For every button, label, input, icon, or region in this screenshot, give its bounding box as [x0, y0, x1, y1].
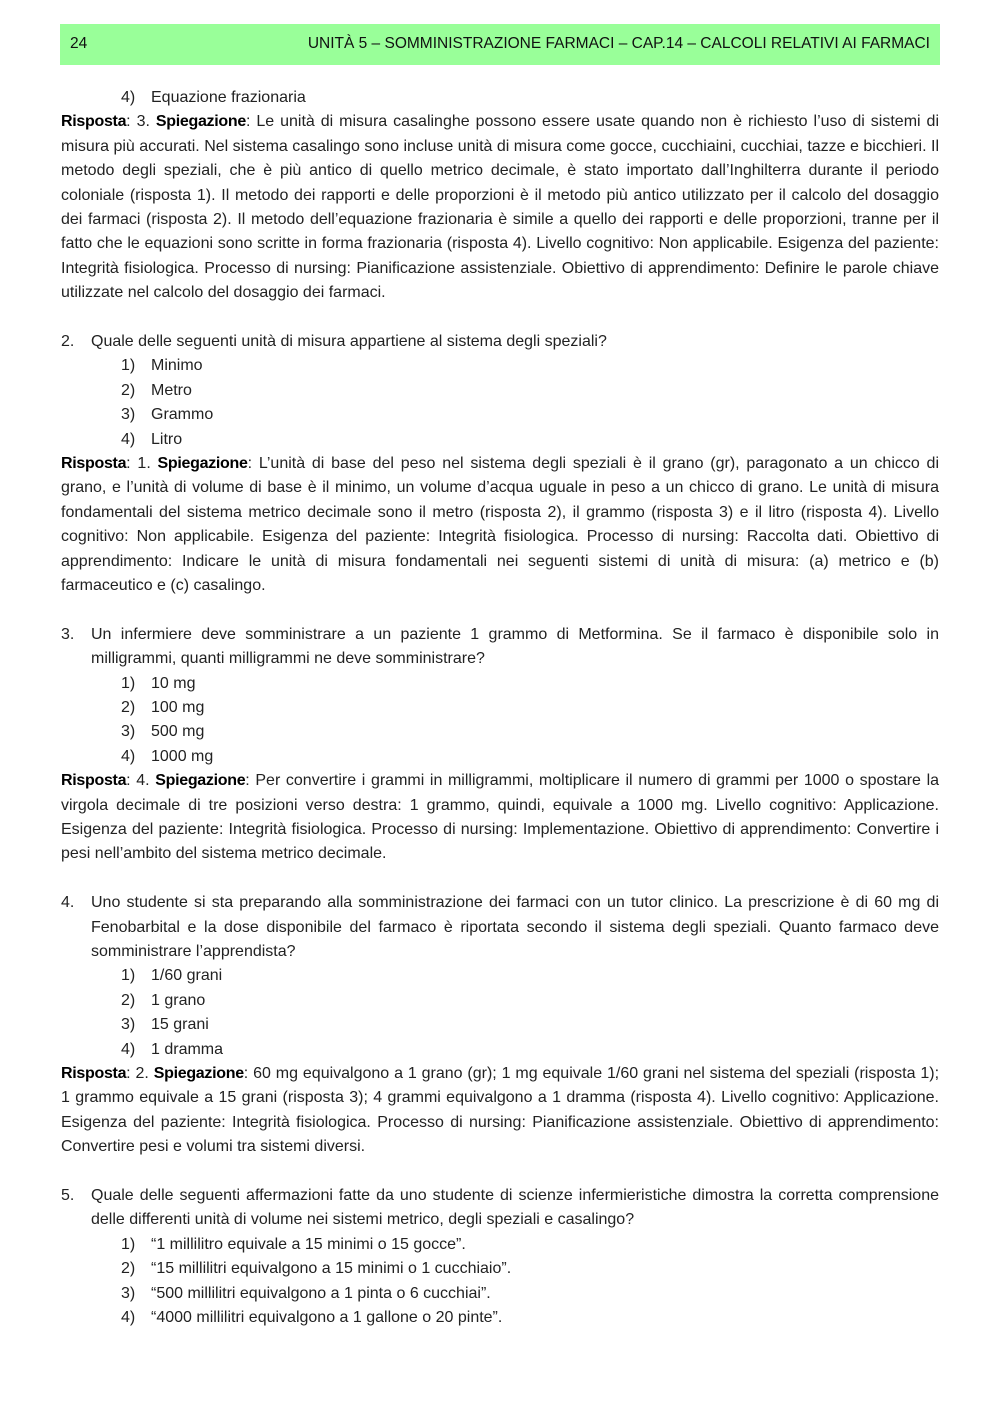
option-number: 1): [121, 674, 136, 692]
option-item: [121, 354, 939, 378]
answer-value: 4: [136, 772, 146, 790]
option-item: [121, 720, 939, 744]
question-number: 4.: [61, 894, 75, 912]
option-number: 4): [121, 747, 136, 765]
answer-label: Risposta: [61, 455, 127, 472]
option-item: [121, 1038, 939, 1062]
explanation-label: Spiegazione: [155, 772, 246, 790]
option-number: 2): [121, 1260, 136, 1278]
explanation-text: 60 mg equivalgono a 1 grano (gr); 1 mg equivale 1/60 grani nel sistema del speziali (risposta 1); 1 grammo equivale a 15 grani (risposta 3); 4 grammi equivalgono a 1 dramma (risposta 4). Livello cognitivo: Applicazione. Esigenza del paziente: Integrità fisiologica. Processo di nursing: Pianificazione assistenziale. Obiettivo di apprendimento: Convertire pesi e volumi tra sistemi diversi.: [61, 1065, 940, 1156]
option-item: [121, 1282, 939, 1306]
explanation-label: Spiegazione: [157, 455, 248, 472]
option-text: Litro: [151, 430, 183, 448]
option-number: 4): [121, 1309, 136, 1326]
option-number: 2): [121, 991, 136, 1009]
option-number: 4): [121, 89, 136, 106]
option-text: “4000 millilitri equivalgono a 1 gallone o 20 pinte”.: [151, 1309, 503, 1326]
question: [61, 330, 939, 354]
option-number: 4): [121, 430, 136, 448]
option-text: “15 millilitri equivalgono a 15 minimi o 1 cucchiaio”.: [151, 1260, 512, 1278]
explanation-text: Per convertire i grammi in milligrammi, moltiplicare il numero di grammi per 1000 o spostare la virgola decimale di tre posizioni verso destra: 1 grammo, quindi, equivale a 1000 mg. Livello cognitivo: Applicazione. Esigenza del paziente: Integrità fisiologica. Processo di nursing: Implementazione. Obiettivo di apprendimento: Convertire i pesi nell’ambito del sistema metrico decimale.: [61, 772, 940, 863]
question-text: Uno studente si sta preparando alla somministrazione dei farmaci con un tutor clinico. La prescrizione è di 60 mg di Fenobarbital e la dose disponibile del farmaco è riportata secondo il sistema degli speziali. Quanto farmaco deve somministrare l’apprendista?: [91, 894, 939, 961]
explanation-label: Spiegazione: [155, 113, 246, 131]
question: [61, 623, 939, 672]
option-item: [121, 1233, 939, 1257]
answer-block: Risposta: 2. Spiegazione: 60 mg equivalgono a 1 grano (gr); 1 mg equivale 1/60 grani nel sistema del speziali (risposta 1); 1 grammo equivale a 15 grani (risposta 3); 4 grammi equivalgono a 1 dramma (risposta 4). Livello cognitivo: Applicazione. Esigenza del paziente: Integrità fisiologica. Processo di nursing: Pianificazione assistenziale. Obiettivo di apprendimento: Convertire pesi e volumi tra sistemi diversi.: [61, 1065, 940, 1156]
option-number: 3): [121, 406, 136, 424]
question-number: 5.: [61, 1187, 75, 1205]
option-number: 3): [121, 1016, 136, 1034]
question-text: Quale delle seguenti affermazioni fatte da uno studente di scienze infermieristiche dimostra la corretta comprensione delle differenti unità di volume nei sistemi metrico, degli speziali e casalingo?: [91, 1187, 939, 1229]
option-text: 15 grani: [151, 1016, 209, 1034]
option-number: 3): [121, 1284, 136, 1302]
page-content: [61, 86, 939, 1330]
option-number: 2): [121, 699, 136, 717]
option-text: 1 dramma: [151, 1040, 224, 1058]
option-item: [121, 696, 939, 720]
option-text: 1000 mg: [151, 747, 214, 765]
answer-block: Risposta: 3. Spiegazione: Le unità di misura casalinghe possono essere usate quando non è richiesto l’uso di sistemi di misura più accurati. Nel sistema casalingo sono incluse unità di misura come gocce, cucchiaini, cucchiai, tazze e bicchieri. Il metodo degli speziali, che è più antico di quello metrico decimale, è stato importato dall’Inghilterra durante il periodo coloniale (risposta 1). Il metodo dei rapporti e delle proporzioni è il metodo più antico utilizzato per il calcolo del dosaggio dei farmaci (risposta 2). Il metodo dell’equazione frazionaria è simile a quello dei rapporti e delle proporzioni, tranne per il fatto che le equazioni sono scritte in forma frazionaria (risposta 4). Livello cognitivo: Non applicabile. Esigenza del paziente: Integrità fisiologica. Processo di nursing: Pianificazione assistenziale. Obiettivo di apprendimento: Definire le parole chiave utilizzate nel calcolo del dosaggio dei farmaci.: [61, 113, 939, 302]
option-number: 1): [121, 357, 136, 375]
answer-value: 2: [135, 1065, 145, 1082]
question-number: 3.: [61, 625, 75, 643]
option-item: [121, 428, 939, 452]
question-number: 2.: [61, 333, 75, 351]
explanation-text: L’unità di base del peso nel sistema degli speziali è il grano (gr), paragonato a un chicco di grano, e l’unità di volume di base è il minimo, un volume d’acqua uguale in peso a un chicco di grano. Le unità di misura fondamentali del sistema metrico decimale sono il metro (risposta 2), il grammo (risposta 3) e il litro (risposta 4). Livello cognitivo: Non applicabile. Esigenza del paziente: Integrità fisiologica. Processo di nursing: Raccolta dati. Obiettivo di apprendimento: Indicare le unità di misura fondamentali nei seguenti sistemi di unità di misura: (a) metrico e (b) farmaceutico e (c) casalingo.: [61, 455, 940, 595]
chapter-title: UNITÀ 5 – SOMMINISTRAZIONE FARMACI – CAP.14 – CALCOLI RELATIVI AI FARMACI: [307, 35, 930, 53]
question: [61, 891, 939, 964]
option-text: 500 mg: [151, 723, 205, 741]
option-number: 1): [121, 1235, 136, 1253]
option-text: 10 mg: [151, 674, 196, 692]
option-item: [121, 989, 939, 1013]
answer-block: Risposta: 1. Spiegazione: L’unità di base del peso nel sistema degli speziali è il grano (gr), paragonato a un chicco di grano, e l’unità di volume di base è il minimo, un volume d’acqua uguale in peso a un chicco di grano. Le unità di misura fondamentali del sistema metrico decimale sono il metro (risposta 2), il grammo (risposta 3) e il litro (risposta 4). Livello cognitivo: Non applicabile. Esigenza del paziente: Integrità fisiologica. Processo di nursing: Raccolta dati. Obiettivo di apprendimento: Indicare le unità di misura fondamentali nei seguenti sistemi di unità di misura: (a) metrico e (b) farmaceutico e (c) casalingo.: [61, 455, 940, 595]
explanation-text: Le unità di misura casalinghe possono essere usate quando non è richiesto l’uso di sistemi di misura più accurati. Nel sistema casalingo sono incluse unità di misura come gocce, cucchiaini, cucchiai, tazze e bicchieri. Il metodo degli speziali, che è più antico di quello metrico decimale, è stato importato dall’Inghilterra durante il periodo coloniale (risposta 1). Il metodo dei rapporti e delle proporzioni è il metodo più antico utilizzato per il calcolo del dosaggio dei farmaci (risposta 2). Il metodo dell’equazione frazionaria è simile a quello dei rapporti e delle proporzioni, tranne per il fatto che le equazioni sono scritte in forma frazionaria (risposta 4). Livello cognitivo: Non applicabile. Esigenza del paziente: Integrità fisiologica. Processo di nursing: Pianificazione assistenziale. Obiettivo di apprendimento: Definire le parole chiave utilizzate nel calcolo del dosaggio dei farmaci.: [61, 113, 939, 302]
option-text: 1/60 grani: [151, 967, 223, 985]
option-number: 3): [121, 723, 136, 741]
option-item: [121, 86, 939, 110]
option-text: 100 mg: [151, 699, 205, 717]
page-number: 24: [70, 35, 88, 53]
question: [61, 1184, 939, 1233]
option-text: “500 millilitri equivalgono a 1 pinta o 6 cucchiai”.: [151, 1284, 491, 1302]
option-number: 2): [121, 381, 136, 399]
option-item: [121, 1013, 939, 1037]
option-text: Minimo: [151, 357, 203, 375]
option-item: [121, 964, 939, 988]
option-item: [121, 672, 939, 696]
answer-value: 3: [136, 113, 146, 131]
answer-block: Risposta: 4. Spiegazione: Per convertire i grammi in milligrammi, moltiplicare il numero di grammi per 1000 o spostare la virgola decimale di tre posizioni verso destra: 1 grammo, quindi, equivale a 1000 mg. Livello cognitivo: Applicazione. Esigenza del paziente: Integrità fisiologica. Processo di nursing: Implementazione. Obiettivo di apprendimento: Convertire i pesi nell’ambito del sistema metrico decimale.: [61, 772, 940, 863]
option-item: [121, 403, 939, 427]
option-text: 1 grano: [151, 991, 206, 1009]
option-item: [121, 1306, 939, 1330]
page-header: [60, 24, 940, 65]
answer-label: Risposta: [61, 113, 127, 131]
option-number: 1): [121, 967, 136, 985]
option-item: [121, 1257, 939, 1281]
answer-value: 1: [137, 455, 147, 472]
option-text: Equazione frazionaria: [151, 89, 306, 106]
option-item: [121, 745, 939, 769]
answer-label: Risposta: [61, 772, 127, 790]
option-text: Grammo: [151, 406, 214, 424]
option-number: 4): [121, 1040, 136, 1058]
answer-label: Risposta: [61, 1065, 127, 1082]
explanation-label: Spiegazione: [153, 1065, 244, 1082]
question-text: Un infermiere deve somministrare a un paziente 1 grammo di Metformina. Se il farmaco è disponibile solo in milligrammi, quanti milligrammi ne deve somministrare?: [91, 625, 939, 668]
option-text: “1 millilitro equivale a 15 minimi o 15 gocce”.: [151, 1235, 466, 1253]
option-item: [121, 379, 939, 403]
question-text: Quale delle seguenti unità di misura appartiene al sistema degli speziali?: [91, 333, 607, 351]
option-text: Metro: [151, 381, 192, 399]
